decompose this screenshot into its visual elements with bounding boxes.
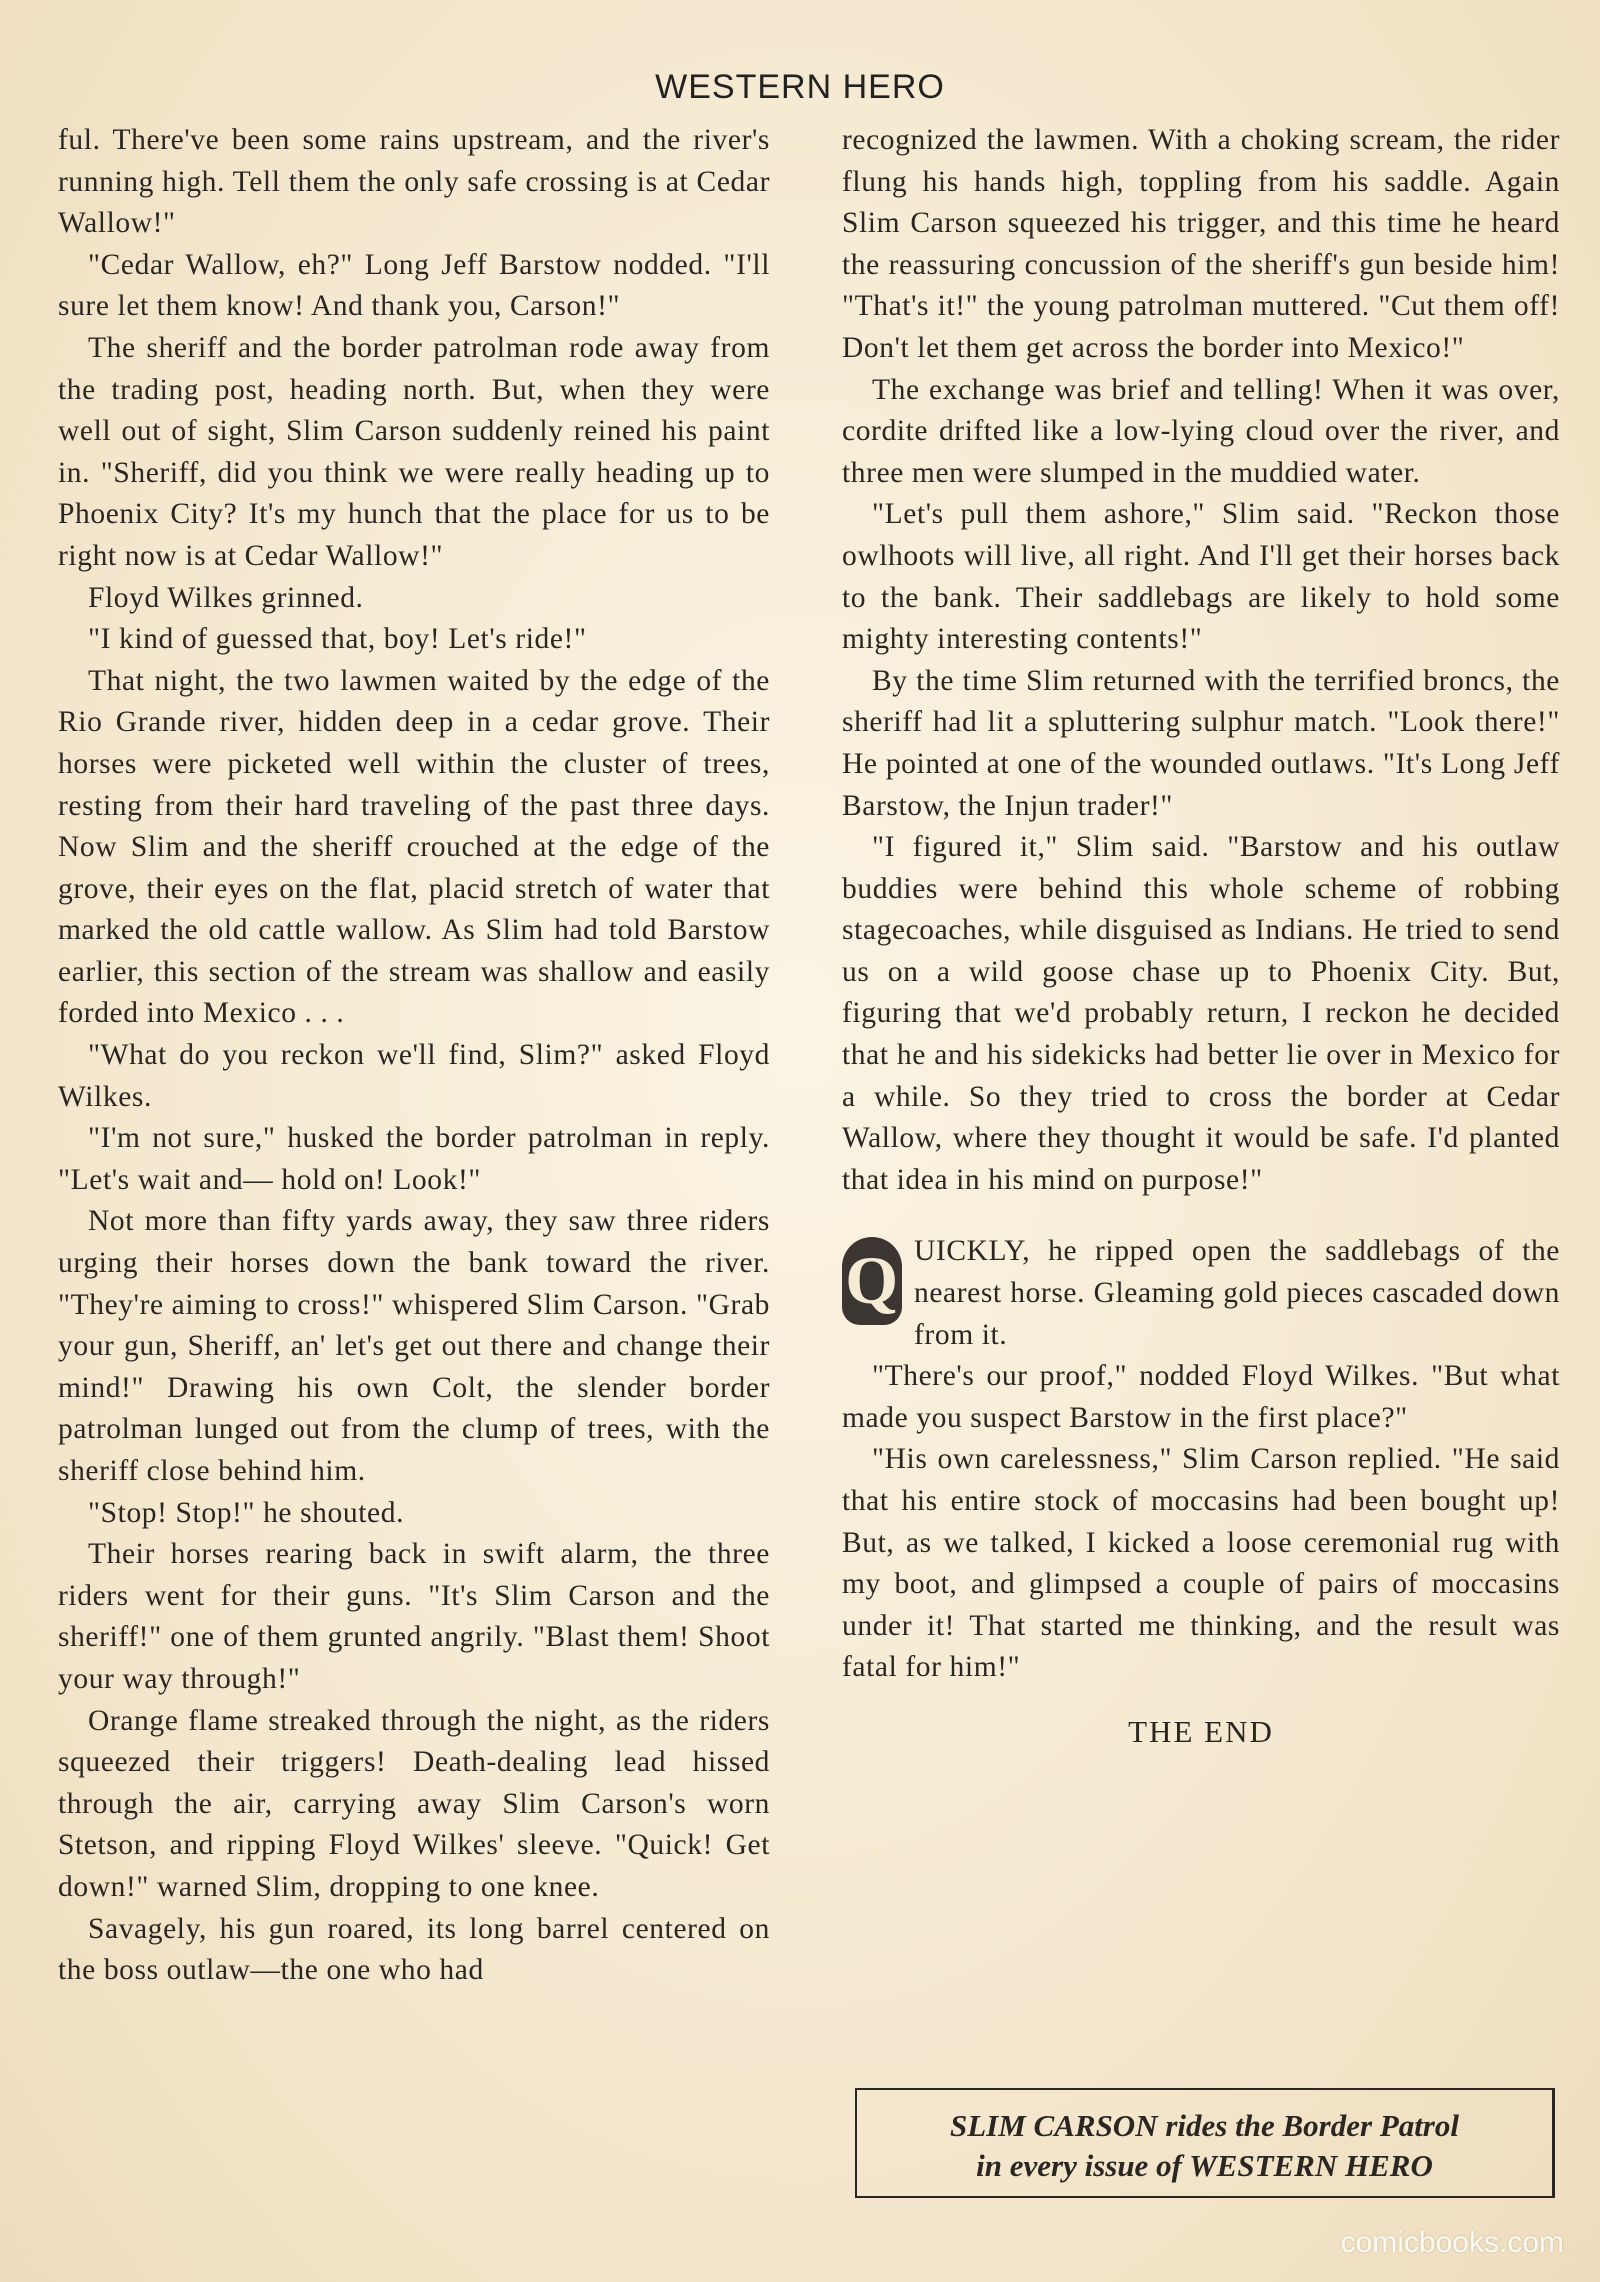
page-title: WESTERN HERO — [655, 68, 945, 106]
paragraph: By the time Slim returned with the terrified broncs, the sheriff had lit a spluttering sulphur match. "Look there!" He pointed at one of the wounded outlaws. "It's Long Jeff Barstow, the Injun trader!" — [842, 664, 1560, 822]
paragraph: That night, the two lawmen waited by the edge of the Rio Grande river, hidden deep in a cedar grove. Their horses were picketed well within the cluster of trees, resting from their hard traveling of the past three days. Now Slim and the sheriff crouched at the edge of the grove, their eyes on the flat, placid stretch of water that marked the old cattle wallow. As Slim had told Barstow earlier, this section of the stream was shallow and easily forded into Mexico . . . — [58, 664, 770, 1030]
paragraph: recognized the lawmen. With a choking scream, the rider flung his hands high, toppling from his saddle. Again Slim Carson squeezed his trigger, and this time he heard the reassuring concussion of the sheriff's gun beside him! "That's it!" the young patrolman muttered. "Cut them off! Don't let them get across the border into Mexico!" — [842, 124, 1560, 364]
paragraph: "Let's pull them ashore," Slim said. "Reckon those owlhoots will live, all right. And I'll get their horses back to the bank. Their saddlebags are likely to hold some mighty interesting contents!" — [842, 498, 1560, 656]
paragraph: Their horses rearing back in swift alarm, the three riders went for their guns. "It's Slim Carson and the sheriff!" one of them grunted angrily. "Blast them! Shoot your way through!" — [58, 1538, 770, 1695]
dropcap-text: UICKLY, he ripped open the saddlebags of the nearest horse. Gleaming gold pieces cascaded down from it. — [914, 1235, 1560, 1351]
paragraph: Orange flame streaked through the night, as the riders squeezed their triggers! Death-dealing lead hissed through the air, carrying away Slim Carson's worn Stetson, and ripping Floyd Wilkes' sleeve. "Quick! Get down!" warned Slim, dropping to one knee. — [58, 1704, 770, 1903]
paragraph: "There's our proof," nodded Floyd Wilkes. "But what made you suspect Barstow in the first place?" — [842, 1360, 1560, 1434]
paragraph: Floyd Wilkes grinned. — [88, 581, 364, 614]
the-end: THE END — [1128, 1713, 1274, 1749]
left-column — [58, 120, 770, 1992]
paragraph: "I'm not sure," husked the border patrolman in reply. "Let's wait and— hold on! Look!" — [58, 1122, 770, 1196]
paragraph: Savagely, his gun roared, its long barrel centered on the boss outlaw—the one who had — [58, 1912, 770, 1987]
paragraph: "Cedar Wallow, eh?" Long Jeff Barstow nodded. "I'll sure let them know! And thank you, Carson!" — [58, 248, 770, 323]
promo-box — [855, 2088, 1555, 2198]
paragraph: "Stop! Stop!" he shouted. — [88, 1496, 405, 1529]
paragraph: "I kind of guessed that, boy! Let's ride!" — [88, 623, 587, 656]
paragraph: "I figured it," Slim said. "Barstow and his outlaw buddies were behind this whole scheme of robbing stagecoaches, while disguised as Indians. He tried to send us on a wild goose chase up to Phoenix City. But, figuring that we'd probably return, I reckon he decided that he and his sidekicks had better lie over in Mexico for a while. So they tried to cross the border at Cedar Wallow, where they thought it would be safe. I'd planted that idea in his mind on purpose!" — [842, 831, 1560, 1196]
paragraph: ful. There've been some rains upstream, and the river's running high. Tell them the only safe crossing is at Cedar Wallow!" — [58, 124, 770, 240]
right-column — [842, 120, 1560, 1753]
paragraph: "His own carelessness," Slim Carson replied. "He said that his entire stock of moccasins had been bought up! But, as we talked, I kicked a loose ceremonial rug with my boot, and glimpsed a couple of pairs of moccasins under it! That started me thinking, and the result was fatal for him!" — [842, 1443, 1560, 1684]
paragraph: Not more than fifty yards away, they saw three riders urging their horses down the bank toward the river. "They're aiming to cross!" whispered Slim Carson. "Grab your gun, Sheriff, an' let's get out there and change their mind!" Drawing his own Colt, the slender border patrolman lunged out from the clump of trees, with the sheriff close behind him. — [58, 1205, 770, 1487]
watermark: comicbooks.com — [1340, 2226, 1564, 2259]
paragraph: "What do you reckon we'll find, Slim?" asked Floyd Wilkes. — [58, 1039, 770, 1113]
promo-line-1: SLIM CARSON rides the Border Patrol — [949, 2108, 1459, 2143]
dropcap-letter: Q — [842, 1237, 902, 1325]
promo-line-2: in every issue of WESTERN HERO — [976, 2148, 1433, 2183]
dropcap-paragraph — [842, 1231, 1560, 1356]
paragraph: The exchange was brief and telling! When it was over, cordite drifted like a low-lying cloud over the river, and three men were slumped in the muddied water. — [842, 373, 1560, 489]
paragraph: The sheriff and the border patrolman rode away from the trading post, heading north. But, when they were well out of sight, Slim Carson suddenly reined his paint in. "Sheriff, did you think we were really heading up to Phoenix City? It's my hunch that the place for us to be right now is at Cedar Wallow!" — [58, 331, 770, 572]
